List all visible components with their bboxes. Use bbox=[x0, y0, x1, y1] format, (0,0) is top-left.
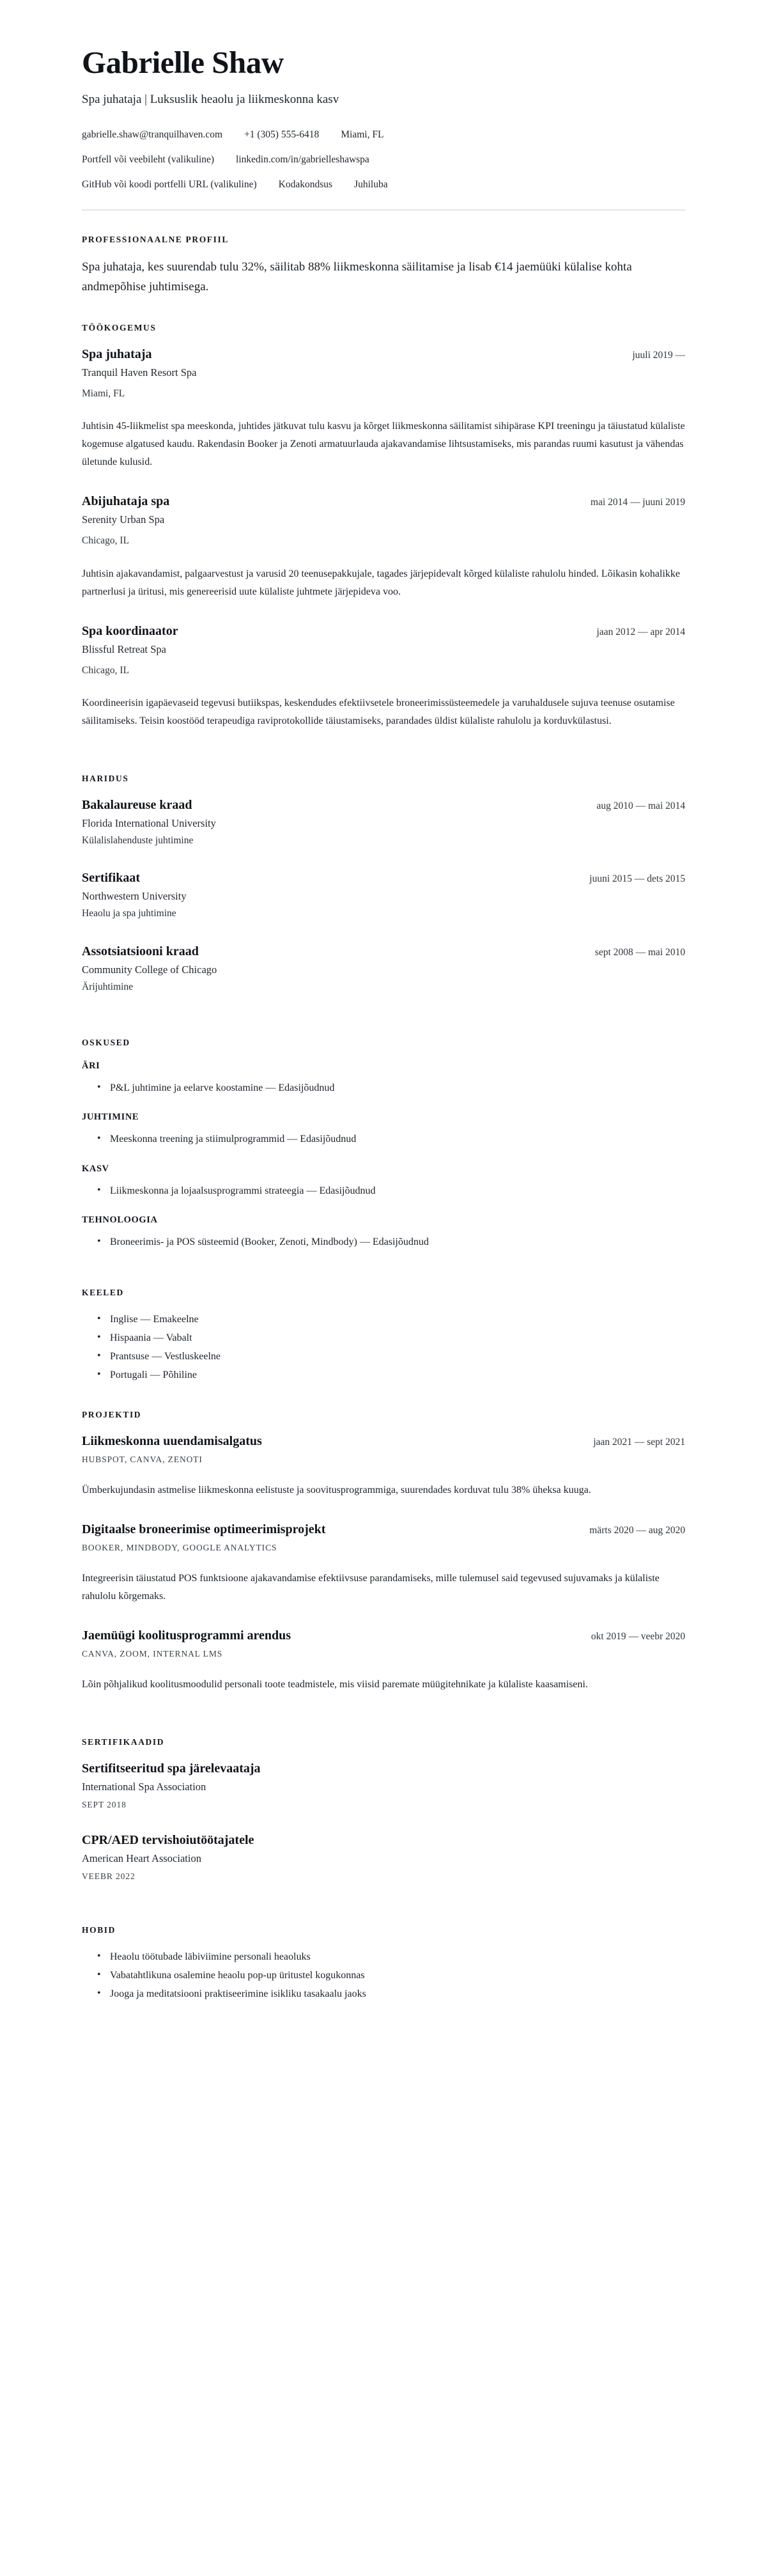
project-entry-head bbox=[82, 1521, 685, 1538]
education-entry-head bbox=[82, 943, 685, 960]
certification-title: CPR/AED tervishoiutöötajatele bbox=[82, 1832, 254, 1847]
spacer bbox=[82, 1266, 685, 1288]
experience-date-range: jaan 2012 — apr 2014 bbox=[596, 626, 685, 637]
education-entry-head bbox=[82, 870, 685, 886]
skill-item: • Meeskonna treening ja stiimulprogrammid — Edasijõudnud bbox=[97, 1130, 685, 1148]
education-date-range: aug 2010 — mai 2014 bbox=[596, 800, 685, 811]
experience-company: Serenity Urban Spa bbox=[82, 513, 165, 526]
skill-list bbox=[82, 1130, 685, 1148]
skill-group bbox=[82, 1112, 685, 1148]
contact-github-label: GitHub või koodi portfelli URL (valikuline) bbox=[82, 179, 257, 191]
skill-category-label: JUHTIMINE bbox=[82, 1112, 139, 1123]
spacer bbox=[82, 1016, 685, 1038]
experience-entry bbox=[82, 346, 685, 471]
contact-line-2 bbox=[82, 152, 685, 167]
certification-issuer: International Spa Association bbox=[82, 1780, 206, 1793]
hobby-item: • Jooga ja meditatsiooni praktiseerimine isikliku tasakaalu jaoks bbox=[97, 1985, 685, 2002]
experience-description: Juhtisin 45-liikmelist spa meeskonda, juhtides jätkuvat tulu kasvu ja kõrget liikmeskonna säilitamist sihipärase KPI treeningu ja täiustatud külaliste kogemuse algatused kaudu. Rakendasin Booker ja Zenoti armatuurlauda ajakavandamise lihtsustamiseks, mis parandas ruumi kasutust ja vähendas ületunde kulusid. bbox=[82, 421, 685, 468]
experience-date-range: juuli 2019 — bbox=[632, 349, 685, 361]
project-date-range: okt 2019 — veebr 2020 bbox=[591, 1630, 685, 1642]
contact-line-3 bbox=[82, 177, 685, 192]
section-skills bbox=[82, 1038, 685, 1251]
experience-entry bbox=[82, 623, 685, 730]
experience-description: Koordineerisin igapäevaseid tegevusi butiikspas, keskendudes efektiivsetele broneerimissüsteemedele ja varuhaldusele sujuva teenuse osutamise säilitamiseks. Teisin koostööd terapeudiga raviprotokollide täiustamiseks, parandades üldist külaliste rahulolu ja korduvkülastusi. bbox=[82, 698, 675, 726]
experience-date-range: mai 2014 — juuni 2019 bbox=[590, 497, 685, 508]
experience-entry-head bbox=[82, 346, 685, 363]
certification-entry bbox=[82, 1832, 685, 1882]
project-entry bbox=[82, 1433, 685, 1499]
project-description: Lõin põhjalikud koolitusmoodulid personali toote teadmistele, mis viisid paremate müügitehnikate ja külaliste kaasamiseni. bbox=[82, 1678, 588, 1690]
spacer bbox=[82, 752, 685, 774]
section-heading-certifications: SERTIFIKAADID bbox=[82, 1737, 165, 1747]
section-professional-profile bbox=[82, 235, 685, 297]
spacer bbox=[82, 1715, 685, 1737]
project-description: Ümberkujundasin astmelise liikmeskonna eelistuste ja soovitusprogrammiga, suurendades korduvat tulu 38% üheksa kuuga. bbox=[82, 1484, 591, 1495]
section-languages bbox=[82, 1288, 685, 1384]
section-heading-hobbies: HOBID bbox=[82, 1924, 116, 1935]
language-item: • Portugali — Põhiline bbox=[97, 1366, 685, 1384]
certification-date: VEEBR 2022 bbox=[82, 1871, 136, 1881]
education-degree: Assotsiatsiooni kraad bbox=[82, 944, 199, 958]
education-entry-head bbox=[82, 797, 685, 813]
experience-job-title: Spa koordinaator bbox=[82, 623, 178, 638]
project-tools: BOOKER, MINDBODY, GOOGLE ANALYTICS bbox=[82, 1542, 277, 1552]
education-field: Heaolu ja spa juhtimine bbox=[82, 908, 176, 919]
education-degree: Sertifikaat bbox=[82, 871, 141, 886]
spacer bbox=[82, 301, 685, 323]
education-institution: Florida International University bbox=[82, 817, 216, 829]
education-institution: Northwestern University bbox=[82, 890, 187, 903]
section-certifications bbox=[82, 1737, 685, 1882]
language-item: • Hispaania — Vabalt bbox=[97, 1329, 685, 1347]
hobby-list bbox=[82, 1948, 685, 2003]
contact-linkedin[interactable]: linkedin.com/in/gabrielleshawspa bbox=[236, 153, 369, 165]
language-item: • Prantsuse — Vestluskeelne bbox=[97, 1348, 685, 1365]
section-heading-profile: PROFESSIONAALNE PROFIIL bbox=[82, 235, 229, 245]
education-date-range: juuni 2015 — dets 2015 bbox=[589, 873, 685, 885]
hobby-item: • Vabatahtlikuna osalemine heaolu pop-up üritustel kogukonnas bbox=[97, 1967, 685, 1984]
hobby-item: • Heaolu töötubade läbiviimine personali heaoluks bbox=[97, 1948, 685, 1965]
contact-drivers-license: Juhiluba bbox=[354, 179, 388, 191]
resume-header bbox=[82, 46, 685, 192]
candidate-name: Gabrielle Shaw bbox=[82, 45, 284, 80]
language-list bbox=[82, 1311, 685, 1384]
experience-entry-head bbox=[82, 493, 685, 510]
skill-list bbox=[82, 1182, 685, 1199]
skill-group bbox=[82, 1164, 685, 1199]
experience-location: Miami, FL bbox=[82, 387, 125, 399]
spacer bbox=[82, 1903, 685, 1925]
skill-item: • Broneerimis- ja POS süsteemid (Booker, Zenoti, Mindbody) — Edasijõudnud bbox=[97, 1233, 685, 1251]
education-date-range: sept 2008 — mai 2010 bbox=[594, 946, 685, 958]
language-item: • Inglise — Emakeelne bbox=[97, 1311, 685, 1328]
experience-company: Blissful Retreat Spa bbox=[82, 643, 166, 655]
contact-email[interactable]: gabrielle.shaw@tranquilhaven.com bbox=[82, 129, 223, 140]
certification-issuer: American Heart Association bbox=[82, 1852, 201, 1864]
project-tools: CANVA, ZOOM, INTERNAL LMS bbox=[82, 1648, 223, 1659]
section-heading-skills: OSKUSED bbox=[82, 1038, 130, 1048]
education-degree: Bakalaureuse kraad bbox=[82, 798, 192, 812]
section-heading-projects: PROJEKTID bbox=[82, 1409, 142, 1419]
certification-entry bbox=[82, 1760, 685, 1810]
section-heading-experience: TÖÖKOGEMUS bbox=[82, 322, 157, 332]
skill-item: • P&L juhtimine ja eelarve koostamine — Edasijõudnud bbox=[97, 1079, 685, 1097]
skill-category-label: ÄRI bbox=[82, 1061, 100, 1072]
skill-category-label: TEHNOLOOGIA bbox=[82, 1214, 158, 1225]
education-field: Ärijuhtimine bbox=[82, 981, 134, 992]
skill-group bbox=[82, 1061, 685, 1097]
profile-summary-text: Spa juhataja, kes suurendab tulu 32%, säilitab 88% liikmeskonna säilitamise ja lisab €14 jaemüüki külalise kohta andmepõhise juhtimisega. bbox=[82, 260, 632, 294]
experience-entry-head bbox=[82, 623, 685, 639]
experience-job-title: Abijuhataja spa bbox=[82, 494, 170, 509]
project-entry bbox=[82, 1627, 685, 1694]
project-date-range: jaan 2021 — sept 2021 bbox=[593, 1436, 685, 1448]
project-description: Integreerisin täiustatud POS funktsioone ajakavandamise efektiivsuse parandamiseks, mille tulemusel said tegevused sujuvamaks ja külaliste rahulolu kõrgemaks. bbox=[82, 1572, 660, 1602]
project-entry-head bbox=[82, 1433, 685, 1449]
section-heading-education: HARIDUS bbox=[82, 774, 129, 783]
contact-location: Miami, FL bbox=[341, 129, 384, 140]
experience-entry bbox=[82, 493, 685, 600]
contact-citizenship: Kodakondsus bbox=[278, 179, 333, 191]
education-field: Külalislahenduste juhtimine bbox=[82, 834, 194, 846]
experience-location: Chicago, IL bbox=[82, 664, 130, 676]
experience-job-title: Spa juhataja bbox=[82, 347, 152, 361]
project-entry-head bbox=[82, 1627, 685, 1644]
certification-title: Sertifitseeritud spa järelevaataja bbox=[82, 1761, 261, 1776]
contact-portfolio-label: Portfell või veebileht (valikuline) bbox=[82, 153, 215, 165]
project-entry bbox=[82, 1521, 685, 1605]
candidate-headline: Spa juhataja | Luksuslik heaolu ja liikmeskonna kasv bbox=[82, 92, 339, 106]
section-projects bbox=[82, 1410, 685, 1694]
project-title: Liikmeskonna uuendamisalgatus bbox=[82, 1433, 262, 1448]
section-education bbox=[82, 774, 685, 994]
skill-group bbox=[82, 1215, 685, 1251]
experience-description: Juhtisin ajakavandamist, palgaarvestust ja varusid 20 teenusepakkujale, tagades järjepidevalt kõrged külaliste rahulolu hinded. Lõikasin kohalikke partnerlusi ja üritusi, mis genereerisid uute külaliste juhtmete järjepideva voo. bbox=[82, 568, 680, 597]
section-heading-languages: KEELED bbox=[82, 1287, 124, 1297]
contact-line-1 bbox=[82, 127, 685, 142]
education-entry bbox=[82, 870, 685, 921]
certification-date: SEPT 2018 bbox=[82, 1799, 127, 1809]
skill-item: • Liikmeskonna ja lojaalsusprogrammi strateegia — Edasijõudnud bbox=[97, 1182, 685, 1199]
project-title: Jaemüügi koolitusprogrammi arendus bbox=[82, 1628, 291, 1643]
skill-list bbox=[82, 1079, 685, 1097]
project-title: Digitaalse broneerimise optimeerimisprojekt bbox=[82, 1522, 326, 1536]
education-entry bbox=[82, 797, 685, 848]
skill-list bbox=[82, 1233, 685, 1251]
experience-company: Tranquil Haven Resort Spa bbox=[82, 366, 197, 379]
section-hobbies bbox=[82, 1925, 685, 2003]
skill-category-label: KASV bbox=[82, 1163, 109, 1174]
section-work-experience bbox=[82, 323, 685, 730]
project-tools: HUBSPOT, CANVA, ZENOTI bbox=[82, 1454, 203, 1464]
education-entry bbox=[82, 943, 685, 994]
project-date-range: märts 2020 — aug 2020 bbox=[589, 1524, 685, 1536]
experience-location: Chicago, IL bbox=[82, 535, 130, 547]
contact-phone[interactable]: +1 (305) 555-6418 bbox=[244, 129, 320, 140]
spacer bbox=[82, 1388, 685, 1410]
education-institution: Community College of Chicago bbox=[82, 963, 217, 976]
